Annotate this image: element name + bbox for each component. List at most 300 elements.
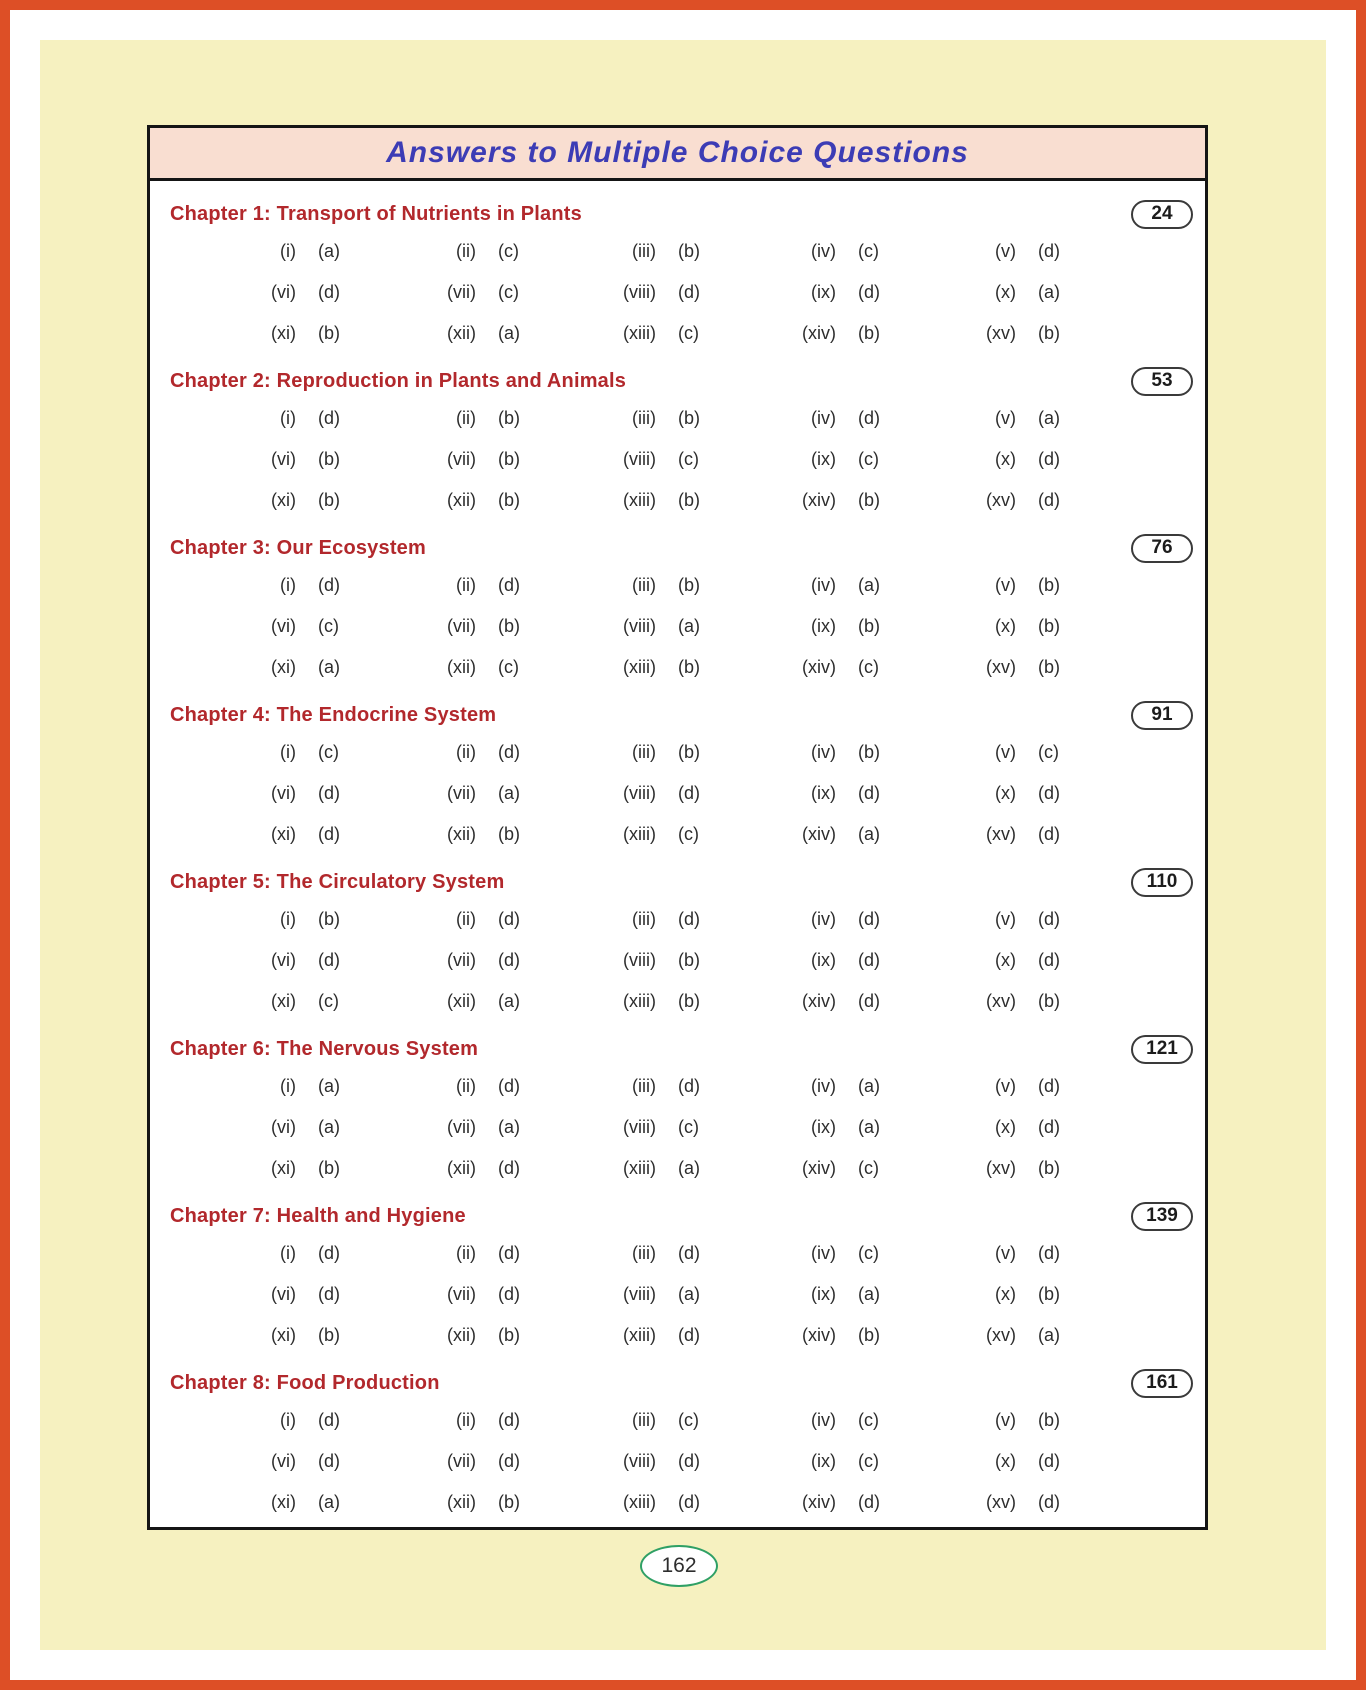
answer-pair <box>588 575 768 596</box>
panel-title-bar <box>150 128 1205 181</box>
answer-pair <box>588 950 768 971</box>
question-numeral: (vii) <box>447 616 476 636</box>
answer-pair <box>948 323 1128 344</box>
answer-letter: (a) <box>858 1076 880 1096</box>
answer-letter: (c) <box>498 657 519 677</box>
question-numeral: (ix) <box>811 1451 836 1471</box>
question-numeral: (iv) <box>811 1243 836 1263</box>
answer-letter: (b) <box>498 490 520 510</box>
answer-pair <box>588 742 768 763</box>
chapter-page-badge <box>1131 1369 1193 1398</box>
chapter-heading: Chapter 1: Transport of Nutrients in Plants <box>170 202 582 225</box>
answer-letter: (d) <box>318 408 340 428</box>
answer-pair <box>228 1492 408 1513</box>
answer-letter: (c) <box>858 657 879 677</box>
answer-row <box>170 899 1193 940</box>
question-numeral: (xiii) <box>623 490 656 510</box>
question-numeral: (v) <box>995 575 1016 595</box>
chapter-heading: Chapter 4: The Endocrine System <box>170 703 497 726</box>
answer-pair <box>588 909 768 930</box>
answer-letter: (c) <box>858 1243 879 1263</box>
answer-letter: (d) <box>1038 824 1060 844</box>
answer-pair <box>228 742 408 763</box>
answer-pair <box>408 323 588 344</box>
question-numeral: (ix) <box>811 282 836 302</box>
answer-pair <box>228 490 408 511</box>
chapter-page-number: 53 <box>1151 370 1173 391</box>
answer-pair <box>588 1117 768 1138</box>
question-numeral: (v) <box>995 909 1016 929</box>
answer-pair <box>768 490 948 511</box>
answer-pair <box>948 616 1128 637</box>
answer-pair <box>228 824 408 845</box>
question-numeral: (vii) <box>447 1451 476 1471</box>
question-numeral: (xiv) <box>802 323 836 343</box>
question-numeral: (vii) <box>447 1117 476 1137</box>
question-numeral: (xiii) <box>623 657 656 677</box>
question-numeral: (xii) <box>447 1158 476 1178</box>
question-numeral: (x) <box>995 449 1016 469</box>
chapter-header-row <box>170 1366 1193 1400</box>
answer-letter: (d) <box>678 1243 700 1263</box>
answer-row <box>170 565 1193 606</box>
answer-rows <box>170 231 1193 354</box>
answer-letter: (a) <box>318 657 340 677</box>
answer-row <box>170 1400 1193 1441</box>
question-numeral: (ii) <box>456 1076 476 1096</box>
answer-letter: (a) <box>1038 408 1060 428</box>
question-numeral: (xv) <box>986 1325 1016 1345</box>
answer-pair <box>768 616 948 637</box>
answer-pair <box>768 1325 948 1346</box>
answer-letter: (b) <box>678 657 700 677</box>
question-numeral: (vii) <box>447 449 476 469</box>
answer-letter: (d) <box>858 991 880 1011</box>
answer-letter: (a) <box>1038 282 1060 302</box>
question-numeral: (xv) <box>986 824 1016 844</box>
answer-pair <box>768 742 948 763</box>
answer-pair <box>588 1158 768 1179</box>
answer-letter: (c) <box>678 449 699 469</box>
answer-pair <box>948 241 1128 262</box>
answer-pair <box>948 449 1128 470</box>
chapter-list <box>150 181 1205 1523</box>
chapter-page-number: 110 <box>1146 871 1178 892</box>
answer-pair <box>948 1492 1128 1513</box>
answer-pair <box>588 824 768 845</box>
answer-letter: (d) <box>498 1158 520 1178</box>
answer-letter: (d) <box>1038 1117 1060 1137</box>
question-numeral: (iii) <box>632 1410 656 1430</box>
question-numeral: (vii) <box>447 1284 476 1304</box>
answer-pair <box>408 282 588 303</box>
question-numeral: (ix) <box>811 1284 836 1304</box>
question-numeral: (xii) <box>447 657 476 677</box>
question-numeral: (xii) <box>447 490 476 510</box>
answer-letter: (b) <box>1038 1284 1060 1304</box>
answer-letter: (d) <box>858 909 880 929</box>
answer-pair <box>408 241 588 262</box>
answer-letter: (d) <box>858 783 880 803</box>
answer-letter: (b) <box>318 323 340 343</box>
answer-rows <box>170 1233 1193 1356</box>
answer-letter: (b) <box>318 1158 340 1178</box>
answer-letter: (d) <box>498 1076 520 1096</box>
question-numeral: (xii) <box>447 1325 476 1345</box>
answer-pair <box>768 1451 948 1472</box>
answer-letter: (b) <box>498 1325 520 1345</box>
answer-letter: (d) <box>498 950 520 970</box>
answer-letter: (c) <box>318 742 339 762</box>
question-numeral: (i) <box>280 1243 296 1263</box>
answer-letter: (c) <box>858 241 879 261</box>
answer-letter: (c) <box>858 1451 879 1471</box>
question-numeral: (ii) <box>456 575 476 595</box>
answer-row <box>170 606 1193 647</box>
chapter-page-badge <box>1131 1035 1193 1064</box>
answer-letter: (b) <box>1038 1410 1060 1430</box>
question-numeral: (i) <box>280 408 296 428</box>
answer-letter: (d) <box>498 1284 520 1304</box>
answer-pair <box>768 824 948 845</box>
question-numeral: (xiv) <box>802 1492 836 1512</box>
answer-letter: (b) <box>1038 575 1060 595</box>
answer-letter: (d) <box>858 1492 880 1512</box>
question-numeral: (viii) <box>623 1451 656 1471</box>
answer-letter: (d) <box>318 1243 340 1263</box>
answer-pair <box>948 1410 1128 1431</box>
answer-row <box>170 398 1193 439</box>
question-numeral: (v) <box>995 408 1016 428</box>
question-numeral: (vi) <box>271 1117 296 1137</box>
answer-pair <box>768 783 948 804</box>
answer-pair <box>588 449 768 470</box>
chapter-page-number: 24 <box>1151 203 1173 224</box>
question-numeral: (xv) <box>986 1492 1016 1512</box>
answer-letter: (d) <box>1038 950 1060 970</box>
answer-pair <box>768 449 948 470</box>
answer-pair <box>228 1158 408 1179</box>
answer-pair <box>408 950 588 971</box>
answer-pair <box>768 1158 948 1179</box>
answer-pair <box>408 408 588 429</box>
answer-letter: (b) <box>858 323 880 343</box>
question-numeral: (iii) <box>632 1076 656 1096</box>
question-numeral: (xi) <box>271 991 296 1011</box>
question-numeral: (iii) <box>632 408 656 428</box>
answer-rows <box>170 398 1193 521</box>
answer-pair <box>408 657 588 678</box>
question-numeral: (xiv) <box>802 991 836 1011</box>
question-numeral: (vi) <box>271 449 296 469</box>
answer-letter: (c) <box>678 824 699 844</box>
chapter-heading: Chapter 3: Our Ecosystem <box>170 536 426 559</box>
answer-letter: (b) <box>318 449 340 469</box>
question-numeral: (i) <box>280 575 296 595</box>
answer-rows <box>170 1066 1193 1189</box>
answer-pair <box>228 323 408 344</box>
answer-letter: (a) <box>498 991 520 1011</box>
answer-pair <box>588 282 768 303</box>
answer-letter: (c) <box>1038 742 1059 762</box>
question-numeral: (ii) <box>456 909 476 929</box>
answer-letter: (d) <box>498 1410 520 1430</box>
answer-pair <box>948 1451 1128 1472</box>
answer-letter: (c) <box>858 1410 879 1430</box>
answer-letter: (a) <box>678 616 700 636</box>
question-numeral: (ix) <box>811 950 836 970</box>
chapter-section <box>150 855 1205 1022</box>
answer-letter: (b) <box>318 490 340 510</box>
answer-pair <box>228 1076 408 1097</box>
answer-letter: (b) <box>858 616 880 636</box>
question-numeral: (xiv) <box>802 490 836 510</box>
answer-letter: (c) <box>318 616 339 636</box>
answer-pair <box>408 909 588 930</box>
question-numeral: (ii) <box>456 241 476 261</box>
question-numeral: (iv) <box>811 742 836 762</box>
answer-rows <box>170 565 1193 688</box>
question-numeral: (iii) <box>632 909 656 929</box>
chapter-section <box>150 521 1205 688</box>
answer-letter: (b) <box>318 1325 340 1345</box>
answer-letter: (d) <box>498 575 520 595</box>
answer-pair <box>588 1076 768 1097</box>
question-numeral: (iii) <box>632 241 656 261</box>
chapter-header-row <box>170 1199 1193 1233</box>
answer-pair <box>768 241 948 262</box>
answer-letter: (c) <box>678 1117 699 1137</box>
answer-letter: (d) <box>1038 909 1060 929</box>
answer-letter: (d) <box>318 1284 340 1304</box>
question-numeral: (x) <box>995 1451 1016 1471</box>
answer-rows <box>170 899 1193 1022</box>
question-numeral: (vii) <box>447 783 476 803</box>
answer-letter: (b) <box>678 742 700 762</box>
answer-pair <box>588 408 768 429</box>
answer-letter: (c) <box>498 282 519 302</box>
question-numeral: (xi) <box>271 490 296 510</box>
answer-letter: (d) <box>498 909 520 929</box>
answer-letter: (a) <box>498 783 520 803</box>
question-numeral: (xiv) <box>802 657 836 677</box>
chapter-page-badge <box>1131 367 1193 396</box>
chapter-header-row <box>170 364 1193 398</box>
answer-pair <box>768 909 948 930</box>
answer-letter: (b) <box>858 1325 880 1345</box>
answer-letter: (c) <box>858 449 879 469</box>
answer-pair <box>948 490 1128 511</box>
answer-letter: (a) <box>498 323 520 343</box>
question-numeral: (i) <box>280 241 296 261</box>
answer-pair <box>408 1325 588 1346</box>
answer-pair <box>228 282 408 303</box>
question-numeral: (iv) <box>811 575 836 595</box>
answer-letter: (d) <box>498 742 520 762</box>
question-numeral: (viii) <box>623 616 656 636</box>
answer-pair <box>768 950 948 971</box>
answer-rows <box>170 732 1193 855</box>
chapter-page-badge <box>1131 200 1193 229</box>
answer-pair <box>588 1243 768 1264</box>
answer-pair <box>588 1284 768 1305</box>
answer-letter: (c) <box>678 323 699 343</box>
answer-letter: (b) <box>498 408 520 428</box>
answer-pair <box>228 1410 408 1431</box>
question-numeral: (x) <box>995 282 1016 302</box>
chapter-page-badge <box>1131 701 1193 730</box>
answer-pair <box>948 1284 1128 1305</box>
chapter-page-badge <box>1131 534 1193 563</box>
question-numeral: (vi) <box>271 1284 296 1304</box>
answer-pair <box>948 991 1128 1012</box>
answer-letter: (d) <box>678 909 700 929</box>
answer-letter: (a) <box>858 824 880 844</box>
answer-pair <box>948 1076 1128 1097</box>
answer-pair <box>228 657 408 678</box>
question-numeral: (iv) <box>811 909 836 929</box>
answer-letter: (a) <box>498 1117 520 1137</box>
answer-letter: (d) <box>1038 449 1060 469</box>
answer-pair <box>948 408 1128 429</box>
question-numeral: (xv) <box>986 1158 1016 1178</box>
question-numeral: (ix) <box>811 783 836 803</box>
question-numeral: (x) <box>995 616 1016 636</box>
question-numeral: (x) <box>995 1117 1016 1137</box>
answer-pair <box>408 824 588 845</box>
answer-letter: (d) <box>678 1076 700 1096</box>
answer-pair <box>588 1451 768 1472</box>
answer-pair <box>588 241 768 262</box>
answer-pair <box>588 1492 768 1513</box>
answer-pair <box>408 616 588 637</box>
answer-letter: (c) <box>678 1410 699 1430</box>
answer-letter: (b) <box>498 1492 520 1512</box>
chapter-header-row <box>170 698 1193 732</box>
answer-row <box>170 1274 1193 1315</box>
answer-pair <box>408 1492 588 1513</box>
answer-row <box>170 439 1193 480</box>
chapter-heading: Chapter 5: The Circulatory System <box>170 870 505 893</box>
question-numeral: (xi) <box>271 1492 296 1512</box>
answer-letter: (a) <box>318 1076 340 1096</box>
answer-row <box>170 1315 1193 1356</box>
answer-letter: (a) <box>858 1284 880 1304</box>
answer-row <box>170 940 1193 981</box>
answer-pair <box>768 1492 948 1513</box>
question-numeral: (vii) <box>447 950 476 970</box>
answer-pair <box>768 991 948 1012</box>
answer-pair <box>768 1076 948 1097</box>
answer-letter: (b) <box>1038 616 1060 636</box>
chapter-header-row <box>170 531 1193 565</box>
question-numeral: (xi) <box>271 323 296 343</box>
page-title: Answers to Multiple Choice Questions <box>386 136 969 169</box>
chapter-header-row <box>170 197 1193 231</box>
question-numeral: (i) <box>280 909 296 929</box>
answer-pair <box>588 1325 768 1346</box>
answer-pair <box>948 1243 1128 1264</box>
answer-pair <box>408 1284 588 1305</box>
chapter-header-row <box>170 1032 1193 1066</box>
answer-row <box>170 814 1193 855</box>
answer-row <box>170 1066 1193 1107</box>
answer-letter: (b) <box>678 991 700 1011</box>
answer-pair <box>228 1451 408 1472</box>
chapter-page-badge <box>1131 868 1193 897</box>
answer-letter: (b) <box>1038 1158 1060 1178</box>
question-numeral: (xiii) <box>623 1492 656 1512</box>
question-numeral: (xiii) <box>623 323 656 343</box>
answer-letter: (a) <box>318 1492 340 1512</box>
answer-row <box>170 773 1193 814</box>
answer-pair <box>228 783 408 804</box>
answer-pair <box>408 1117 588 1138</box>
answer-pair <box>228 408 408 429</box>
answer-pair <box>228 575 408 596</box>
answer-pair <box>228 1117 408 1138</box>
answer-pair <box>948 742 1128 763</box>
answer-pair <box>228 909 408 930</box>
question-numeral: (x) <box>995 1284 1016 1304</box>
answer-letter: (b) <box>498 824 520 844</box>
answer-letter: (d) <box>858 950 880 970</box>
question-numeral: (v) <box>995 241 1016 261</box>
answer-pair <box>408 1243 588 1264</box>
answer-letter: (d) <box>858 282 880 302</box>
chapter-heading: Chapter 2: Reproduction in Plants and Animals <box>170 369 627 392</box>
answer-pair <box>768 1117 948 1138</box>
answer-letter: (d) <box>1038 490 1060 510</box>
answer-letter: (a) <box>678 1284 700 1304</box>
question-numeral: (vi) <box>271 616 296 636</box>
answer-pair <box>228 1243 408 1264</box>
answer-pair <box>768 657 948 678</box>
answer-pair <box>768 1284 948 1305</box>
answer-row <box>170 1482 1193 1523</box>
question-numeral: (x) <box>995 783 1016 803</box>
question-numeral: (v) <box>995 1076 1016 1096</box>
answer-letter: (d) <box>318 950 340 970</box>
answer-letter: (b) <box>318 909 340 929</box>
answer-pair <box>588 490 768 511</box>
answer-letter: (d) <box>1038 1492 1060 1512</box>
answer-letter: (d) <box>498 1243 520 1263</box>
question-numeral: (xi) <box>271 824 296 844</box>
question-numeral: (xiv) <box>802 1325 836 1345</box>
answer-letter: (a) <box>318 1117 340 1137</box>
answer-letter: (b) <box>678 490 700 510</box>
answer-letter: (d) <box>1038 1451 1060 1471</box>
answer-letter: (d) <box>678 1492 700 1512</box>
chapter-page-number: 76 <box>1151 537 1173 558</box>
answer-pair <box>228 449 408 470</box>
answer-pair <box>948 657 1128 678</box>
answer-letter: (c) <box>858 1158 879 1178</box>
answer-row <box>170 1148 1193 1189</box>
chapter-section <box>150 187 1205 354</box>
answer-letter: (b) <box>678 575 700 595</box>
chapter-page-number: 121 <box>1146 1038 1178 1059</box>
answer-letter: (d) <box>318 783 340 803</box>
question-numeral: (xii) <box>447 991 476 1011</box>
answer-pair <box>768 282 948 303</box>
answer-letter: (b) <box>1038 657 1060 677</box>
chapter-heading: Chapter 6: The Nervous System <box>170 1037 479 1060</box>
question-numeral: (viii) <box>623 1284 656 1304</box>
answer-pair <box>768 1243 948 1264</box>
question-numeral: (xii) <box>447 824 476 844</box>
